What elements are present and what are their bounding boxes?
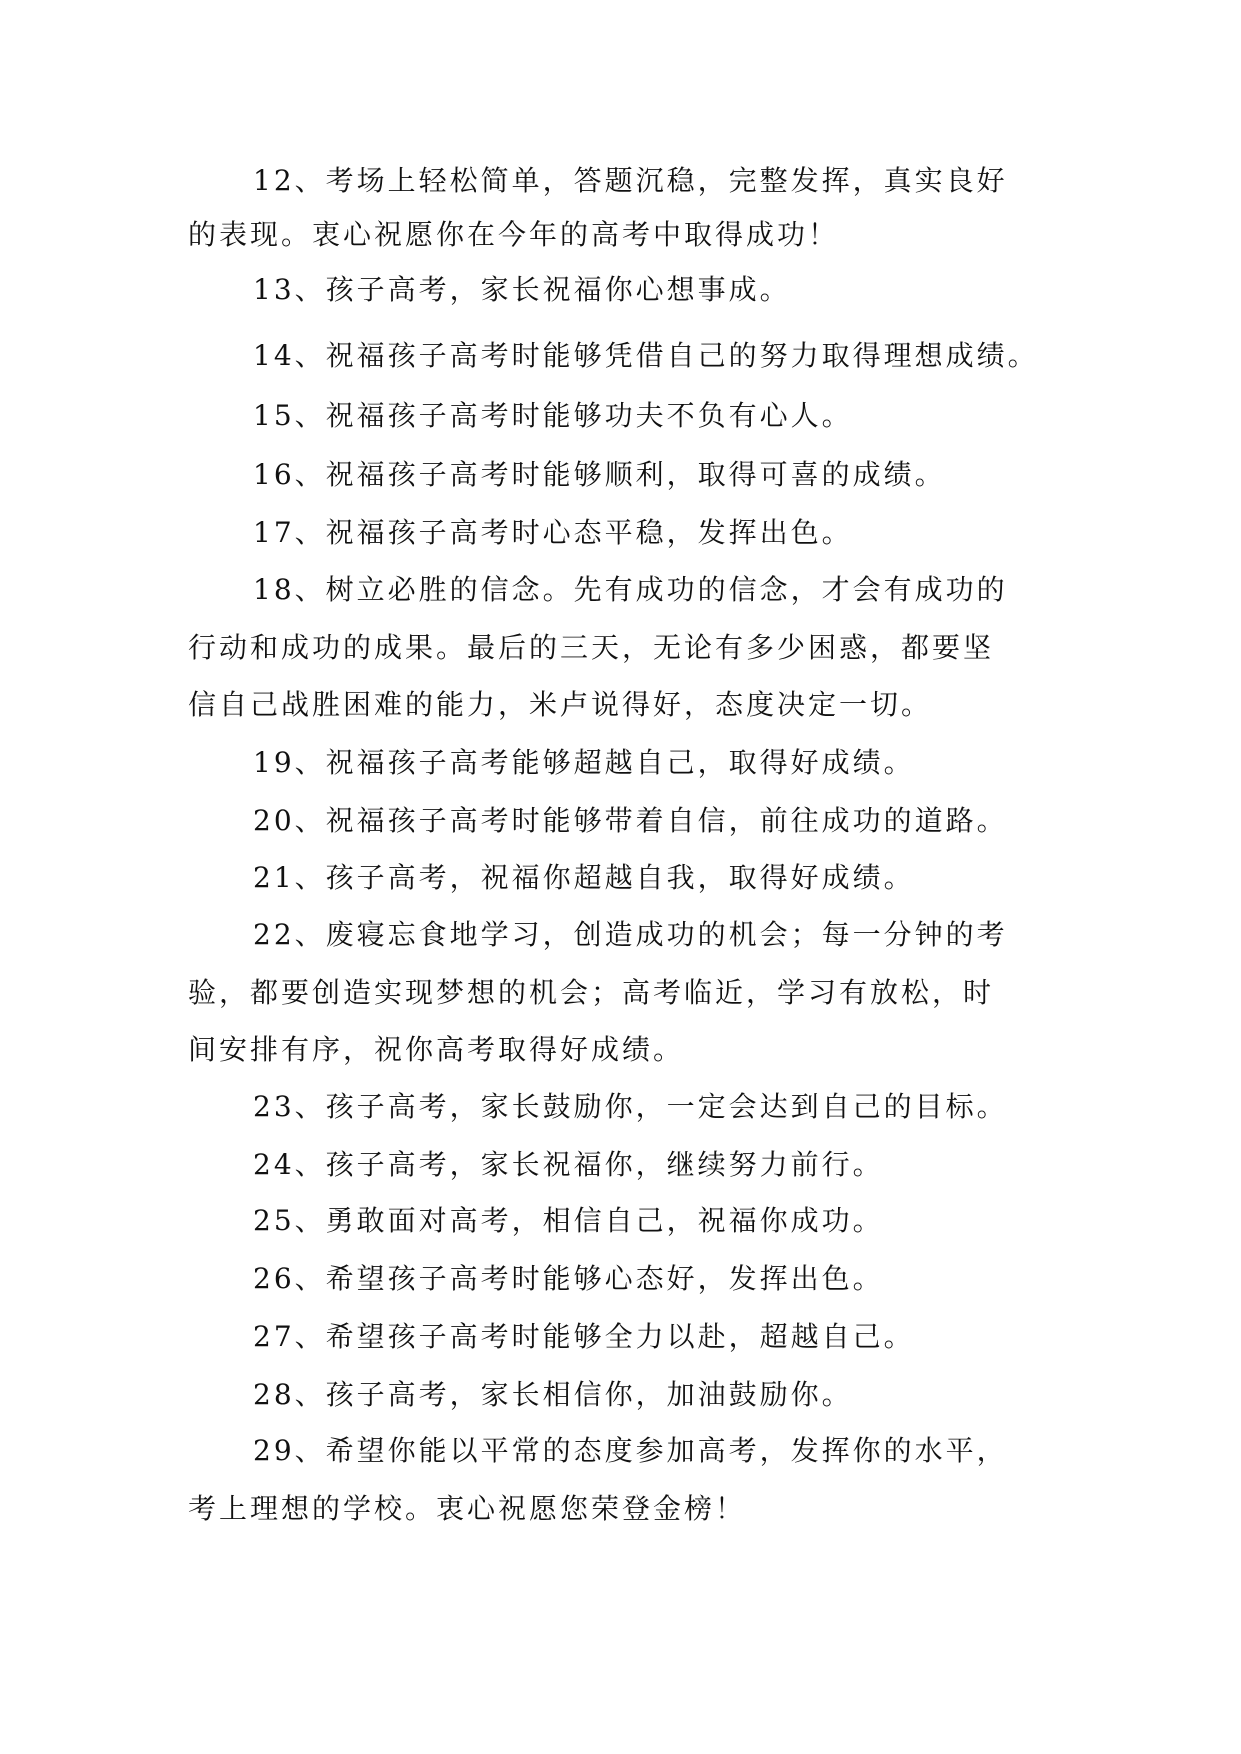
text-line: 验，都要创造实现梦想的机会；高考临近，学习有放松，时 <box>188 976 995 1009</box>
text-line: 27、希望孩子高考时能够全力以赴，超越自己。 <box>253 1320 915 1353</box>
text-line: 15、祝福孩子高考时能够功夫不负有心人。 <box>253 399 853 432</box>
text-line: 29、希望你能以平常的态度参加高考，发挥你的水平， <box>253 1434 1008 1467</box>
text-line: 20、祝福孩子高考时能够带着自信，前往成功的道路。 <box>253 804 1008 837</box>
text-line: 12、考场上轻松简单，答题沉稳，完整发挥，真实良好 <box>253 164 1008 197</box>
text-line: 考上理想的学校。衷心祝愿您荣登金榜！ <box>188 1492 747 1525</box>
text-line: 14、祝福孩子高考时能够凭借自己的努力取得理想成绩。 <box>253 339 1039 372</box>
text-line: 24、孩子高考，家长祝福你，继续努力前行。 <box>253 1148 884 1181</box>
text-line: 22、废寝忘食地学习，创造成功的机会；每一分钟的考 <box>253 918 1008 951</box>
text-line: 16、祝福孩子高考时能够顺利，取得可喜的成绩。 <box>253 458 946 491</box>
text-line: 17、祝福孩子高考时心态平稳，发挥出色。 <box>253 516 853 549</box>
text-line: 18、树立必胜的信念。先有成功的信念，才会有成功的 <box>253 573 1008 606</box>
text-line: 25、勇敢面对高考，相信自己，祝福你成功。 <box>253 1204 884 1237</box>
text-line: 信自己战胜困难的能力，米卢说得好，态度决定一切。 <box>188 688 933 721</box>
text-line: 26、希望孩子高考时能够心态好，发挥出色。 <box>253 1262 884 1295</box>
text-line: 的表现。衷心祝愿你在今年的高考中取得成功！ <box>188 218 840 251</box>
text-line: 23、孩子高考，家长鼓励你，一定会达到自己的目标。 <box>253 1090 1008 1123</box>
text-line: 间安排有序，祝你高考取得好成绩。 <box>188 1033 685 1066</box>
text-line: 13、孩子高考，家长祝福你心想事成。 <box>253 273 791 306</box>
text-line: 28、孩子高考，家长相信你，加油鼓励你。 <box>253 1378 853 1411</box>
text-line: 行动和成功的成果。最后的三天，无论有多少困惑，都要坚 <box>188 631 995 664</box>
text-line: 19、祝福孩子高考能够超越自己，取得好成绩。 <box>253 746 915 779</box>
text-line: 21、孩子高考，祝福你超越自我，取得好成绩。 <box>253 861 915 894</box>
